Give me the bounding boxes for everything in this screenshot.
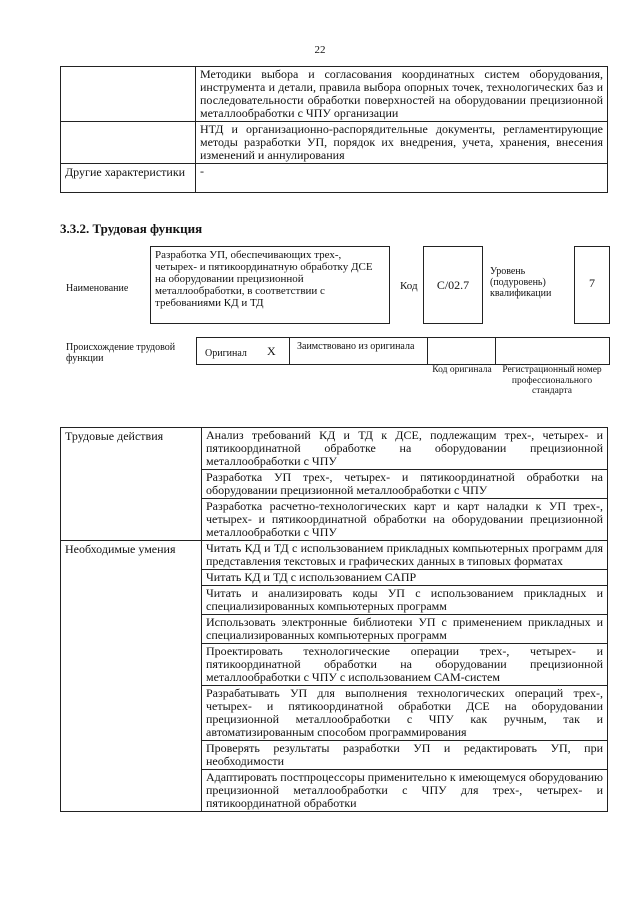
table-row [61, 122, 608, 164]
row-text: НТД и организационно-распорядительные документы, регламентирующие методы разработки УП, порядок их внедрения, учета, хранения, внесения изменений и аннулирования [196, 122, 608, 164]
table-cell: Разрабатывать УП для выполнения технологических операций трех-, четырех- и пятикоординатной обработки ДСЕ на оборудовании прецизионной металлообработки с ЧПУ как ручным, так и автоматизированным способом программирования [202, 686, 608, 741]
table-cell: Проверять результаты разработки УП и редактировать УП, при необходимости [202, 741, 608, 770]
level-value: 7 [589, 276, 595, 290]
original-label: Оригинал [205, 348, 247, 359]
table-cell: Адаптировать постпроцессоры применительно к имеющемуся оборудованию прецизионной металлообработки с ЧПУ для трех-, четырех- и пятикоординатной обработки [202, 770, 608, 812]
row-text: Методики выбора и согласования координатных систем оборудования, инструмента и детали, правила выбора опорных точек, технологических баз и последовательности обработки поверхностей на оборудовании прецизионной металлообработки с ЧПУ организации [196, 67, 608, 122]
level-label: Уровень (подуровень) квалификации [490, 266, 552, 299]
table-cell: Проектировать технологические операции трех-, четырех- и пятикоординатной обработки на оборудовании прецизионной металлообработки с ЧПУ с использованием САМ-систем [202, 644, 608, 686]
function-name: Разработка УП, обеспечивающих трех-, четырех- и пятикоординатную обработку ДСЕ на оборудовании прецизионной металлообработки, в соответствии с требованиями КД и ТД [155, 249, 373, 309]
main-table [60, 427, 608, 812]
section-title: 3.3.2. Трудовая функция [60, 221, 203, 236]
code-value: C/02.7 [436, 278, 470, 292]
origin-row [196, 337, 610, 365]
top-table [60, 66, 608, 193]
code-box [423, 246, 483, 324]
table-cell: Разработка расчетно-технологических карт и карт наладки к УП трех-, четырех- и пятикоординатной обработки на оборудовании прецизионной металлообработки с ЧПУ [202, 499, 608, 541]
origin-label: Происхождение трудовой функции [66, 342, 176, 364]
level-box [574, 246, 610, 324]
row-label-other: Другие характеристики [61, 164, 196, 193]
page-number: 22 [314, 44, 326, 56]
table-row [61, 541, 608, 570]
reg-number-caption: Регистрационный номер профессионального стандарта [502, 365, 602, 396]
name-label: Наименование [66, 283, 129, 294]
code-original-caption: Код оригинала [432, 365, 492, 375]
table-cell: Анализ требований КД и ТД к ДСЕ, подлежащим трех-, четырех- и пятикоординатной обработке на оборудовании прецизионной металлообработки с ЧПУ [202, 428, 608, 470]
table-cell: Использовать электронные библиотеки УП с применением прикладных и специализированных компьютерных программ [202, 615, 608, 644]
table-row [61, 164, 608, 193]
group-label-skills: Необходимые умения [61, 541, 202, 812]
table-cell: Разработка УП трех-, четырех- и пятикоординатной обработки на оборудовании прецизионной металлообработки с ЧПУ [202, 470, 608, 499]
original-mark: X [267, 344, 276, 358]
row-label [61, 122, 196, 164]
row-label [61, 67, 196, 122]
borrowed-label: Заимствовано из оригинала [297, 341, 415, 352]
function-name-box [150, 246, 390, 324]
table-row [61, 67, 608, 122]
group-label-actions: Трудовые действия [61, 428, 202, 541]
table-cell: Читать и анализировать коды УП с использованием прикладных и специализированных компьютерных программ [202, 586, 608, 615]
table-cell: Читать КД и ТД с использованием прикладных компьютерных программ для представления текстовых и графических данных в типовых форматах [202, 541, 608, 570]
code-label: Код [400, 280, 418, 292]
row-text: - [196, 164, 608, 193]
table-cell: Читать КД и ТД с использованием САПР [202, 570, 608, 586]
table-row [61, 428, 608, 470]
